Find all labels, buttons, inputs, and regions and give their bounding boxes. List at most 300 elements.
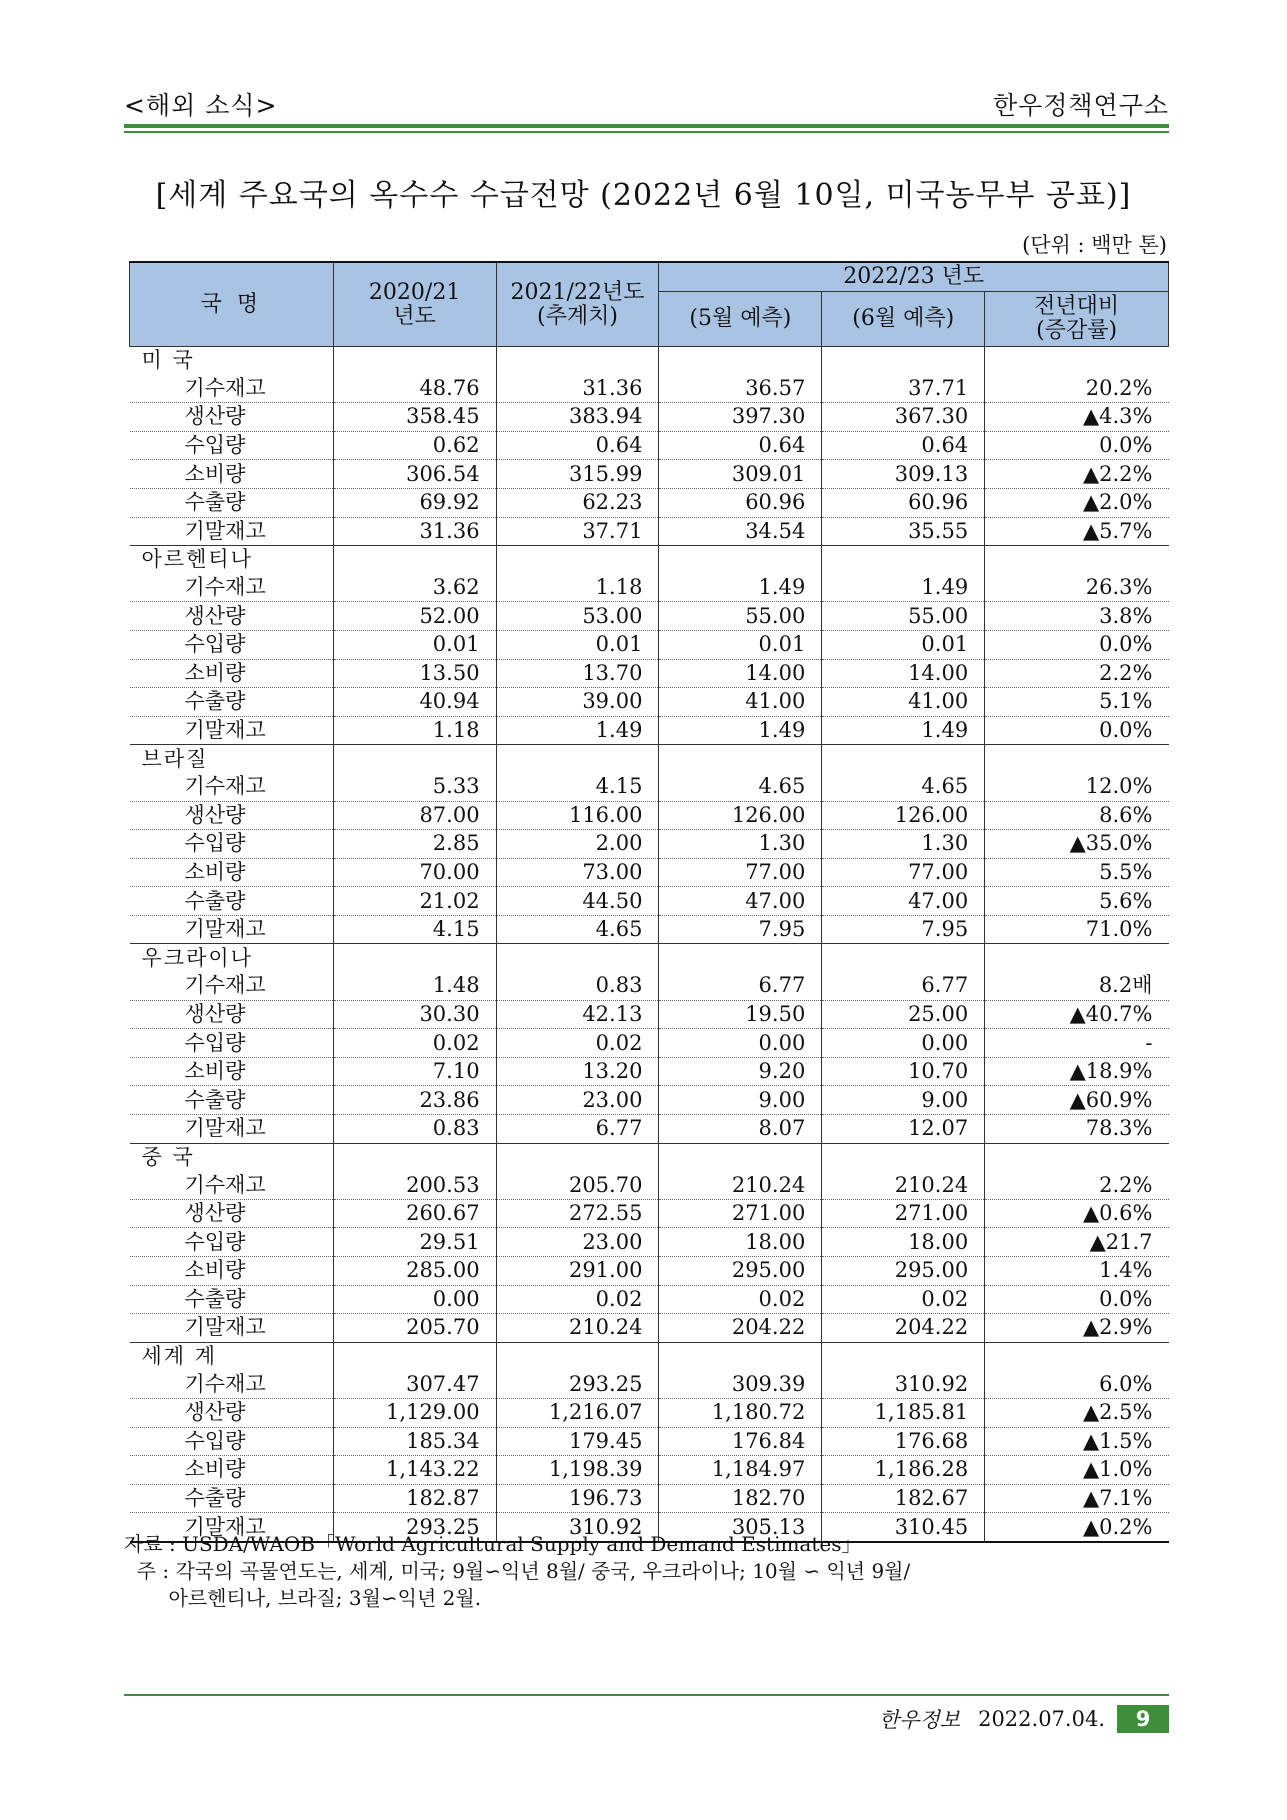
empty-cell: [822, 1342, 985, 1370]
table-row: [130, 1285, 1169, 1314]
value-cell: 53.00: [496, 602, 659, 631]
value-cell: 40.94: [333, 688, 496, 717]
empty-cell: [822, 546, 985, 574]
value-cell: 196.73: [496, 1484, 659, 1513]
table-row: [130, 1314, 1169, 1343]
value-cell: 6.0%: [985, 1370, 1169, 1398]
table-row: [130, 403, 1169, 432]
value-cell: 23.86: [333, 1086, 496, 1115]
empty-cell: [496, 546, 659, 574]
value-cell: 3.62: [333, 574, 496, 602]
value-cell: 10.70: [822, 1057, 985, 1086]
country-row: [130, 347, 1169, 375]
row-label: 수출량: [130, 688, 334, 717]
value-cell: 0.02: [496, 1029, 659, 1058]
table-row: [130, 1029, 1169, 1058]
row-label: 소비량: [130, 858, 334, 887]
row-label: 수입량: [130, 1228, 334, 1257]
empty-cell: [659, 347, 822, 375]
row-label: 기수재고: [130, 773, 334, 801]
value-cell: 13.20: [496, 1057, 659, 1086]
row-label: 기말재고: [130, 716, 334, 745]
value-cell: 2.00: [496, 830, 659, 859]
value-cell: 358.45: [333, 403, 496, 432]
publication-date: 2022.07.04.: [978, 1707, 1105, 1731]
value-cell: 0.02: [333, 1029, 496, 1058]
value-cell: 71.0%: [985, 915, 1169, 944]
value-cell: 69.92: [333, 488, 496, 517]
empty-cell: [659, 546, 822, 574]
value-cell: 2.85: [333, 830, 496, 859]
unit-label: (단위 : 백만 톤): [1022, 233, 1167, 257]
value-cell: 5.33: [333, 773, 496, 801]
value-cell: 0.00: [822, 1029, 985, 1058]
header-country: 국 명: [130, 262, 334, 347]
value-cell: 0.01: [822, 630, 985, 659]
value-cell: 14.00: [822, 659, 985, 688]
country-name: 브라질: [130, 745, 334, 773]
table-row: [130, 517, 1169, 546]
row-label: 소비량: [130, 1456, 334, 1485]
empty-cell: [496, 944, 659, 972]
crop-year-note: 주 : 각국의 곡물연도는, 세계, 미국; 9월∽익년 8월/ 중국, 우크라이나; 10월 ∽ 익년 9월/: [124, 1559, 911, 1583]
value-cell: 48.76: [333, 375, 496, 403]
value-cell: 1.30: [822, 830, 985, 859]
value-cell: 1,180.72: [659, 1398, 822, 1427]
country-name: 우크라이나: [130, 944, 334, 972]
value-cell: 7.10: [333, 1057, 496, 1086]
value-cell: 309.01: [659, 460, 822, 489]
value-cell: 8.2배: [985, 972, 1169, 1000]
value-cell: 0.01: [333, 630, 496, 659]
country-name: 아르헨티나: [130, 546, 334, 574]
country-name: 미 국: [130, 347, 334, 375]
value-cell: 205.70: [496, 1171, 659, 1199]
empty-cell: [822, 944, 985, 972]
empty-cell: [822, 347, 985, 375]
value-cell: 309.13: [822, 460, 985, 489]
value-cell: 12.0%: [985, 773, 1169, 801]
value-cell: 179.45: [496, 1427, 659, 1456]
row-label: 기수재고: [130, 375, 334, 403]
value-cell: 2.2%: [985, 659, 1169, 688]
row-label: 수출량: [130, 1086, 334, 1115]
country-row: [130, 1143, 1169, 1171]
row-label: 소비량: [130, 460, 334, 489]
value-cell: 62.23: [496, 488, 659, 517]
row-label: 수입량: [130, 431, 334, 460]
table-row: [130, 574, 1169, 602]
value-cell: 182.67: [822, 1484, 985, 1513]
value-cell: ▲7.1%: [985, 1484, 1169, 1513]
value-cell: 4.15: [496, 773, 659, 801]
value-cell: 116.00: [496, 801, 659, 830]
value-cell: ▲1.5%: [985, 1427, 1169, 1456]
value-cell: 272.55: [496, 1199, 659, 1228]
value-cell: 0.0%: [985, 630, 1169, 659]
table-row: [130, 460, 1169, 489]
table-row: [130, 659, 1169, 688]
row-label: 수입량: [130, 1029, 334, 1058]
row-label: 수입량: [130, 1427, 334, 1456]
value-cell: 44.50: [496, 887, 659, 916]
value-cell: 210.24: [822, 1171, 985, 1199]
value-cell: 25.00: [822, 1000, 985, 1029]
value-cell: 0.01: [496, 630, 659, 659]
empty-cell: [985, 1342, 1169, 1370]
row-label: 생산량: [130, 1000, 334, 1029]
row-label: 수출량: [130, 1285, 334, 1314]
value-cell: 55.00: [822, 602, 985, 631]
value-cell: 39.00: [496, 688, 659, 717]
country-name: 중 국: [130, 1143, 334, 1171]
value-cell: ▲18.9%: [985, 1057, 1169, 1086]
header-may-forecast: (5월 예측): [659, 292, 822, 347]
header-2022-group: 2022/23 년도: [659, 262, 1169, 292]
value-cell: 210.24: [659, 1171, 822, 1199]
value-cell: 271.00: [822, 1199, 985, 1228]
value-cell: 176.84: [659, 1427, 822, 1456]
value-cell: 23.00: [496, 1086, 659, 1115]
row-label: 수출량: [130, 1484, 334, 1513]
value-cell: 310.92: [496, 1513, 659, 1542]
value-cell: 295.00: [659, 1257, 822, 1286]
value-cell: 9.20: [659, 1057, 822, 1086]
value-cell: ▲4.3%: [985, 403, 1169, 432]
header-yoy: 전년대비 (증감률): [985, 292, 1169, 347]
value-cell: 31.36: [333, 517, 496, 546]
country-row: [130, 745, 1169, 773]
value-cell: 182.70: [659, 1484, 822, 1513]
value-cell: 210.24: [496, 1314, 659, 1343]
value-cell: 14.00: [659, 659, 822, 688]
value-cell: 13.50: [333, 659, 496, 688]
value-cell: ▲35.0%: [985, 830, 1169, 859]
value-cell: 21.02: [333, 887, 496, 916]
empty-cell: [985, 1143, 1169, 1171]
table-row: [130, 887, 1169, 916]
value-cell: 26.3%: [985, 574, 1169, 602]
value-cell: 1.49: [822, 574, 985, 602]
table-row: [130, 858, 1169, 887]
value-cell: 47.00: [822, 887, 985, 916]
empty-cell: [333, 546, 496, 574]
value-cell: 18.00: [822, 1228, 985, 1257]
value-cell: 126.00: [659, 801, 822, 830]
value-cell: 1.18: [333, 716, 496, 745]
value-cell: ▲0.2%: [985, 1513, 1169, 1542]
value-cell: 34.54: [659, 517, 822, 546]
value-cell: 6.77: [822, 972, 985, 1000]
value-cell: 41.00: [659, 688, 822, 717]
value-cell: 35.55: [822, 517, 985, 546]
value-cell: 285.00: [333, 1257, 496, 1286]
value-cell: 204.22: [659, 1314, 822, 1343]
header-2021: 2021/22년도 (추계치): [496, 262, 659, 347]
value-cell: 315.99: [496, 460, 659, 489]
value-cell: 6.77: [659, 972, 822, 1000]
empty-cell: [822, 1143, 985, 1171]
row-label: 소비량: [130, 1257, 334, 1286]
value-cell: 176.68: [822, 1427, 985, 1456]
section-label: <해외 소식>: [124, 91, 278, 120]
value-cell: 1.18: [496, 574, 659, 602]
value-cell: -: [985, 1029, 1169, 1058]
value-cell: 271.00: [659, 1199, 822, 1228]
value-cell: 23.00: [496, 1228, 659, 1257]
value-cell: 0.83: [496, 972, 659, 1000]
value-cell: 0.64: [659, 431, 822, 460]
value-cell: 295.00: [822, 1257, 985, 1286]
row-label: 생산량: [130, 602, 334, 631]
value-cell: 4.65: [496, 915, 659, 944]
value-cell: 9.00: [659, 1086, 822, 1115]
empty-cell: [333, 944, 496, 972]
row-label: 수입량: [130, 630, 334, 659]
value-cell: 70.00: [333, 858, 496, 887]
value-cell: 60.96: [659, 488, 822, 517]
table-notes: [124, 1531, 910, 1612]
value-cell: 307.47: [333, 1370, 496, 1398]
table-row: [130, 1086, 1169, 1115]
value-cell: 0.0%: [985, 716, 1169, 745]
value-cell: 0.64: [496, 431, 659, 460]
row-label: 기말재고: [130, 915, 334, 944]
value-cell: 1,216.07: [496, 1398, 659, 1427]
value-cell: 0.0%: [985, 1285, 1169, 1314]
value-cell: 200.53: [333, 1171, 496, 1199]
value-cell: 204.22: [822, 1314, 985, 1343]
value-cell: 6.77: [496, 1115, 659, 1144]
value-cell: 78.3%: [985, 1115, 1169, 1144]
value-cell: ▲0.6%: [985, 1199, 1169, 1228]
empty-cell: [333, 1143, 496, 1171]
value-cell: 7.95: [822, 915, 985, 944]
value-cell: 60.96: [822, 488, 985, 517]
row-label: 소비량: [130, 659, 334, 688]
empty-cell: [496, 1342, 659, 1370]
empty-cell: [985, 944, 1169, 972]
value-cell: 36.57: [659, 375, 822, 403]
publication-name: 한우정보: [878, 1708, 961, 1732]
empty-cell: [659, 1143, 822, 1171]
value-cell: ▲40.7%: [985, 1000, 1169, 1029]
table-row: [130, 1228, 1169, 1257]
value-cell: 7.95: [659, 915, 822, 944]
row-label: 기말재고: [130, 517, 334, 546]
value-cell: 1,129.00: [333, 1398, 496, 1427]
table-row: [130, 1370, 1169, 1398]
value-cell: ▲2.5%: [985, 1398, 1169, 1427]
footer-rule: [124, 1694, 1169, 1696]
publisher-name: 한우정책연구소: [992, 91, 1169, 120]
empty-cell: [333, 1342, 496, 1370]
table-row: [130, 431, 1169, 460]
table-row: [130, 688, 1169, 717]
value-cell: 37.71: [822, 375, 985, 403]
value-cell: ▲2.0%: [985, 488, 1169, 517]
header-rule-thick: [124, 124, 1169, 128]
table-row: [130, 1484, 1169, 1513]
value-cell: 1.4%: [985, 1257, 1169, 1286]
empty-cell: [659, 745, 822, 773]
table-row: [130, 1199, 1169, 1228]
table-row: [130, 488, 1169, 517]
value-cell: 310.92: [822, 1370, 985, 1398]
row-label: 수입량: [130, 830, 334, 859]
value-cell: 0.02: [822, 1285, 985, 1314]
value-cell: 0.62: [333, 431, 496, 460]
page-title: [세계 주요국의 옥수수 수급전망 (2022년 6월 10일, 미국농무부 공표)]: [155, 178, 1132, 213]
value-cell: ▲5.7%: [985, 517, 1169, 546]
value-cell: 1,143.22: [333, 1456, 496, 1485]
row-label: 기말재고: [130, 1513, 334, 1542]
value-cell: 55.00: [659, 602, 822, 631]
value-cell: 1,198.39: [496, 1456, 659, 1485]
value-cell: 0.83: [333, 1115, 496, 1144]
row-label: 기수재고: [130, 1171, 334, 1199]
value-cell: 1,184.97: [659, 1456, 822, 1485]
value-cell: 41.00: [822, 688, 985, 717]
table-row: [130, 375, 1169, 403]
value-cell: 13.70: [496, 659, 659, 688]
table-row: [130, 1171, 1169, 1199]
table-row: [130, 630, 1169, 659]
value-cell: 182.87: [333, 1484, 496, 1513]
row-label: 기말재고: [130, 1314, 334, 1343]
value-cell: 2.2%: [985, 1171, 1169, 1199]
country-name: 세계 계: [130, 1342, 334, 1370]
table-row: [130, 1257, 1169, 1286]
value-cell: 8.6%: [985, 801, 1169, 830]
empty-cell: [496, 347, 659, 375]
value-cell: 20.2%: [985, 375, 1169, 403]
source-note: 자료 : USDA/WAOB「World Agricultural Supply and Demand Estimates」: [124, 1532, 862, 1556]
row-label: 소비량: [130, 1057, 334, 1086]
value-cell: 1.49: [496, 716, 659, 745]
country-row: [130, 546, 1169, 574]
value-cell: 1.49: [659, 716, 822, 745]
value-cell: 77.00: [822, 858, 985, 887]
value-cell: 42.13: [496, 1000, 659, 1029]
value-cell: 18.00: [659, 1228, 822, 1257]
value-cell: 1,185.81: [822, 1398, 985, 1427]
country-row: [130, 1342, 1169, 1370]
table-row: [130, 1057, 1169, 1086]
value-cell: 1,186.28: [822, 1456, 985, 1485]
row-label: 생산량: [130, 403, 334, 432]
value-cell: 310.45: [822, 1513, 985, 1542]
header-2020: 2020/21 년도: [333, 262, 496, 347]
value-cell: 9.00: [822, 1086, 985, 1115]
page-footer: [879, 1704, 1169, 1734]
value-cell: 87.00: [333, 801, 496, 830]
row-label: 기수재고: [130, 972, 334, 1000]
empty-cell: [985, 745, 1169, 773]
value-cell: 5.5%: [985, 858, 1169, 887]
table-row: [130, 602, 1169, 631]
row-label: 생산량: [130, 801, 334, 830]
value-cell: 12.07: [822, 1115, 985, 1144]
table-row: [130, 1427, 1169, 1456]
value-cell: 4.65: [822, 773, 985, 801]
value-cell: 8.07: [659, 1115, 822, 1144]
value-cell: 293.25: [333, 1513, 496, 1542]
empty-cell: [985, 347, 1169, 375]
value-cell: 47.00: [659, 887, 822, 916]
table-body: [130, 347, 1169, 1542]
page-header: [124, 86, 1169, 122]
value-cell: ▲21.7: [985, 1228, 1169, 1257]
page-number: 9: [1117, 1705, 1169, 1733]
value-cell: 4.15: [333, 915, 496, 944]
value-cell: 0.64: [822, 431, 985, 460]
empty-cell: [659, 1342, 822, 1370]
table-row: [130, 1456, 1169, 1485]
crop-year-note-cont: 아르헨티나, 브라질; 3월∽익년 2월.: [124, 1586, 482, 1610]
value-cell: 260.67: [333, 1199, 496, 1228]
value-cell: 0.0%: [985, 431, 1169, 460]
row-label: 수출량: [130, 887, 334, 916]
value-cell: 31.36: [496, 375, 659, 403]
value-cell: 1.49: [822, 716, 985, 745]
empty-cell: [333, 745, 496, 773]
value-cell: 185.34: [333, 1427, 496, 1456]
value-cell: 52.00: [333, 602, 496, 631]
country-row: [130, 944, 1169, 972]
value-cell: 0.02: [496, 1285, 659, 1314]
value-cell: 3.8%: [985, 602, 1169, 631]
empty-cell: [496, 1143, 659, 1171]
value-cell: 293.25: [496, 1370, 659, 1398]
table-row: [130, 1000, 1169, 1029]
header-rule-thin: [124, 131, 1169, 133]
value-cell: ▲2.9%: [985, 1314, 1169, 1343]
header-june-forecast: (6월 예측): [822, 292, 985, 347]
value-cell: 73.00: [496, 858, 659, 887]
table-row: [130, 915, 1169, 944]
row-label: 기수재고: [130, 574, 334, 602]
value-cell: 205.70: [333, 1314, 496, 1343]
table-row: [130, 972, 1169, 1000]
table-row: [130, 1115, 1169, 1144]
table-row: [130, 830, 1169, 859]
value-cell: 306.54: [333, 460, 496, 489]
table-row: [130, 773, 1169, 801]
empty-cell: [496, 745, 659, 773]
value-cell: 1.30: [659, 830, 822, 859]
value-cell: 5.1%: [985, 688, 1169, 717]
value-cell: 37.71: [496, 517, 659, 546]
value-cell: 305.13: [659, 1513, 822, 1542]
value-cell: 29.51: [333, 1228, 496, 1257]
value-cell: 126.00: [822, 801, 985, 830]
value-cell: 1.49: [659, 574, 822, 602]
row-label: 수출량: [130, 488, 334, 517]
value-cell: 309.39: [659, 1370, 822, 1398]
value-cell: 5.6%: [985, 887, 1169, 916]
empty-cell: [822, 745, 985, 773]
table-row: [130, 801, 1169, 830]
value-cell: ▲60.9%: [985, 1086, 1169, 1115]
row-label: 생산량: [130, 1199, 334, 1228]
value-cell: ▲1.0%: [985, 1456, 1169, 1485]
value-cell: 0.01: [659, 630, 822, 659]
empty-cell: [333, 347, 496, 375]
value-cell: 30.30: [333, 1000, 496, 1029]
table-row: [130, 1398, 1169, 1427]
value-cell: 1.48: [333, 972, 496, 1000]
